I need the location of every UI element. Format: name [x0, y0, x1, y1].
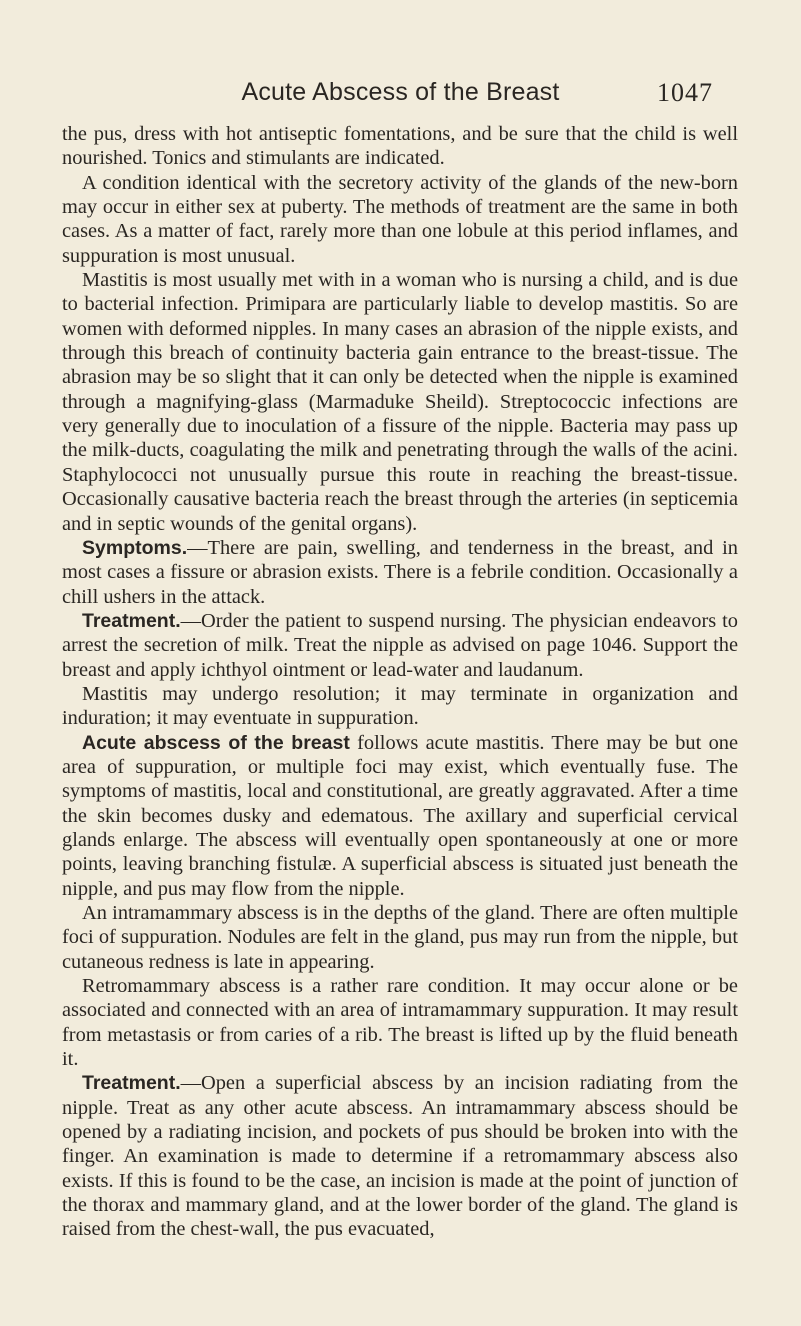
page-number: 1047: [657, 78, 713, 107]
paragraph-intramammary: [62, 901, 738, 974]
paragraph-continuation: [62, 122, 738, 171]
paragraph-text: Retromammary abscess is a rather rare condition. It may occur alone or be associated and connected with an area of intramammary suppuration. It may result from metastasis or from caries of a rib. The breast is lifted up by the fluid beneath it.: [62, 975, 738, 1071]
paragraph-text: Mastitis may undergo resolution; it may terminate in organization and induration; it may eventuate in suppuration.: [62, 682, 738, 730]
paragraph-text: —There are pain, swelling, and tenderness in the breast, and in most cases a fissure or abrasion exists. There is a febrile condition. Occasionally a chill ushers in the attack.: [62, 536, 738, 608]
section-heading: Treatment.: [82, 609, 181, 632]
paragraph-text: the pus, dress with hot antiseptic fomentations, and be sure that the child is well nourished. Tonics and stimulants are indicated.: [62, 123, 738, 170]
section-heading: Symptoms.: [82, 536, 188, 559]
paragraph-retromammary: [62, 974, 738, 1071]
paragraph-text: Mastitis is most usually met with in a woman who is nursing a child, and is due to bacterial infection. Primipara are particularly liable to develop mastitis. So are women with deformed nipples. In many cases an abrasion of the nipple exists, and through this breach of continuity bacteria gain entrance to the breast-tissue. The abrasion may be so slight that it can only be detected when the nipple is examined through a magnifying-glass (Marmaduke Sheild). Streptococcic infections are very generally due to inoculation of a fissure of the nipple. Bacteria may pass up the milk-ducts, coagulating the milk and penetrating through the walls of the acini. Staphylococci not unusually pursue this route in reaching the breast-tissue. Occasionally causative bacteria reach the breast through the arteries (in septicemia and in septic wounds of the genital organs).: [62, 269, 738, 535]
paragraph-treatment-abscess: [62, 1071, 738, 1241]
running-head: [0, 72, 801, 112]
running-title: Acute Abscess of the Breast: [241, 78, 560, 106]
section-heading: Acute abscess of the breast: [82, 731, 350, 754]
body-text: [62, 122, 738, 1242]
paragraph-symptoms: [62, 536, 738, 609]
section-heading: Treatment.: [82, 1072, 181, 1095]
paragraph-mastitis: [62, 268, 738, 536]
paragraph-text: A condition identical with the secretory activity of the glands of the new-born may occur in either sex at puberty. The methods of treatment are the same in both cases. As a matter of fact, rarely more than one lobule at this period inflames, and suppuration is most unusual.: [62, 171, 738, 267]
paragraph-text: An intramammary abscess is in the depths of the gland. There are often multiple foci of suppuration. Nodules are felt in the gland, pus may run from the nipple, but cutaneous redness is late in appearing.: [62, 902, 738, 973]
paragraph-resolution: [62, 682, 738, 731]
paragraph-puberty: [62, 171, 738, 268]
paragraph-text: —Order the patient to suspend nursing. The physician endeavors to arrest the secretion of milk. Treat the nipple as advised on page 1046. Support the breast and apply ichthyol ointment or lead-water and laudanum.: [62, 609, 738, 681]
paragraph-acute-abscess: [62, 731, 738, 901]
paragraph-text: —Open a superficial abscess by an incision radiating from the nipple. Treat as any other acute abscess. An intramammary abscess should be opened by a radiating incision, and pockets of pus should be broken into with the finger. An examination is made to determine if a retromammary abscess also exists. If this is found to be the case, an incision is made at the point of junction of the thorax and mammary gland, and at the lower border of the gland. The gland is raised from the chest-wall, the pus evacuated,: [62, 1072, 738, 1241]
paragraph-treatment: [62, 609, 738, 682]
paragraph-text: follows acute mastitis. There may be but one area of suppuration, or multiple foci may exist, which eventually fuse. The symptoms of mastitis, local and constitutional, are greatly aggravated. After a time the skin becomes dusky and edematous. The axillary and superficial cervical glands enlarge. The abscess will eventually open spontaneously at one or more points, leaving branching fistulæ. A superficial abscess is situated just beneath the nipple, and pus may flow from the nipple.: [62, 731, 739, 900]
